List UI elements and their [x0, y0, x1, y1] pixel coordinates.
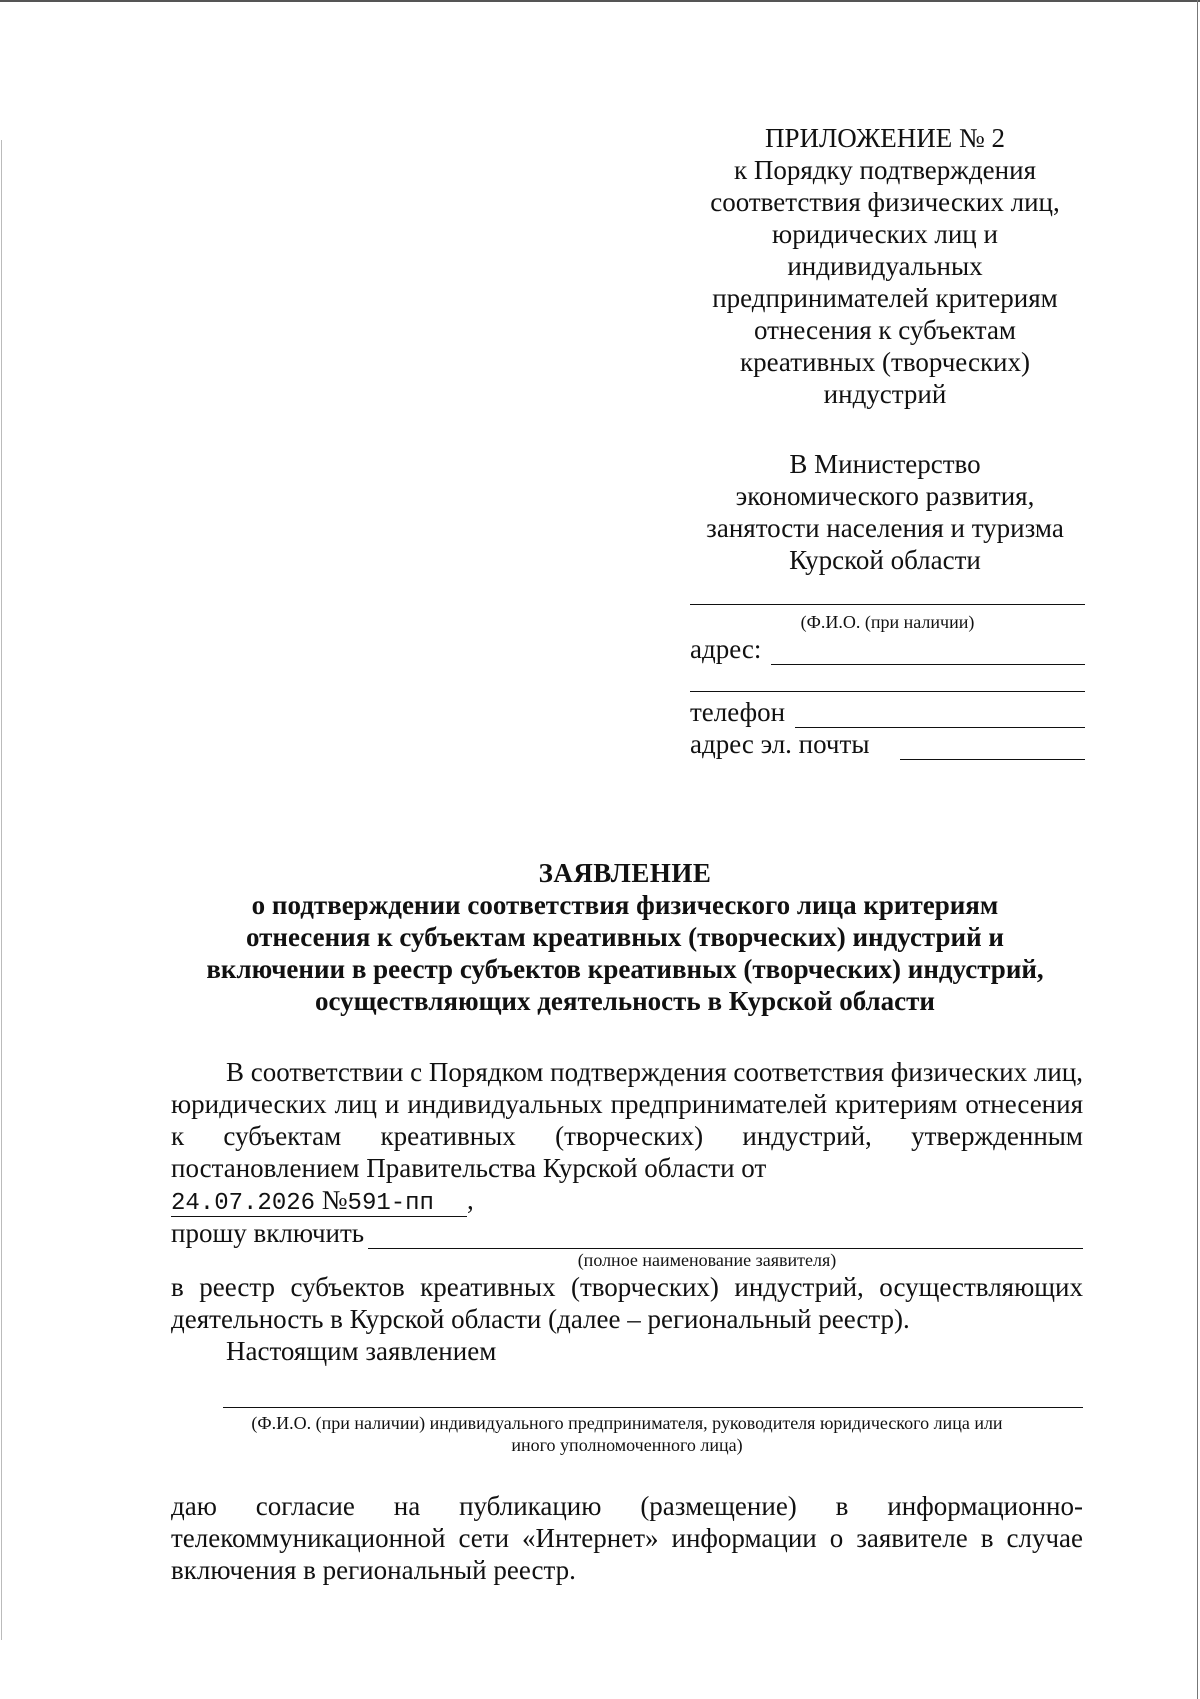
statement-subtitle-line: осуществляющих деятельность в Курской области — [315, 986, 935, 1016]
addressee-line: экономического развития, — [735, 481, 1035, 511]
decree-number: 591-пп — [347, 1190, 434, 1217]
addressee-line: занятости населения и туризма — [706, 513, 1064, 543]
decree-date-field[interactable] — [171, 1185, 467, 1217]
appendix-header — [680, 122, 1090, 410]
applicant-caption: (полное наименование заявителя) — [577, 1250, 837, 1270]
phone-blank-line[interactable] — [795, 703, 1085, 728]
email-row — [690, 728, 1085, 760]
scan-edge-right — [1197, 0, 1198, 1699]
appendix-line: ПРИЛОЖЕНИЕ № 2 — [764, 123, 1006, 153]
phone-label: телефон — [690, 697, 786, 727]
statement-subtitle-line: о подтверждении соответствия физического лица критериям — [251, 890, 999, 920]
statement-title: ЗАЯВЛЕНИЕ — [538, 858, 712, 888]
address-blank-line-2[interactable] — [690, 665, 1085, 692]
fio-caption: (Ф.И.О. (при наличии) — [800, 612, 975, 632]
decree-reference — [171, 1184, 1083, 1217]
appendix-line: юридических лиц и — [772, 219, 998, 249]
email-blank-line[interactable] — [900, 735, 1085, 760]
statement-subtitle-line: отнесения к субъектам креативных (творческих) индустрий и — [246, 922, 1004, 952]
addressee-line: В Министерство — [789, 449, 981, 479]
fio-blank-line[interactable] — [690, 598, 1085, 605]
appendix-line: отнесения к субъектам — [753, 315, 1017, 345]
request-row — [171, 1217, 1083, 1249]
paragraph-basis-text: В соответствии с Порядком подтверждения соответствия физических лиц, юридических лиц и индивидуальных предпринимателей критериям отнесения к субъектам креативных (творческих) индустрий, утвержденным постановлением Правительства Курской области от — [171, 1057, 1083, 1183]
appendix-line: соответствия физических лиц, — [710, 187, 1060, 217]
decree-comma: , — [466, 1185, 474, 1215]
appendix-line: креативных (творческих) — [739, 347, 1030, 377]
email-label: адрес эл. почты — [690, 729, 870, 759]
addressee-block — [680, 448, 1090, 576]
person-caption-line: (Ф.И.О. (при наличии) индивидуального предпринимателя, руководителя юридического лица или — [251, 1413, 1003, 1433]
addressee-line: Курской области — [789, 545, 981, 575]
person-caption-line: иного уполномоченного лица) — [511, 1435, 743, 1455]
appendix-line: к Порядку подтверждения — [734, 155, 1036, 185]
appendix-line: индустрий — [823, 379, 947, 409]
sender-block — [690, 598, 1085, 760]
scan-edge-top — [0, 0, 1200, 2]
appendix-line: предпринимателей критериям — [712, 283, 1058, 313]
paragraph-consent: даю согласие на публикацию (размещение) в информационно-телекоммуникационной сети «Интернет» информации о заявителе в случае включения в региональный реестр. — [171, 1491, 1083, 1585]
person-name-blank-line[interactable] — [223, 1367, 1083, 1408]
paragraph-registry: в реестр субъектов креативных (творческих) индустрий, осуществляющих деятельность в Курской области (далее – региональный реестр). — [171, 1272, 1083, 1334]
statement-subtitle-line: включении в реестр субъектов креативных (творческих) индустрий, — [206, 954, 1044, 984]
paragraph-basis — [171, 1056, 1083, 1184]
address-label: адрес: — [690, 634, 762, 664]
scan-edge-left — [1, 140, 2, 1640]
address-row — [690, 633, 1085, 665]
phone-row — [690, 696, 1085, 728]
applicant-name-blank-line[interactable] — [368, 1222, 1083, 1249]
address-blank-line[interactable] — [771, 640, 1085, 665]
paragraph-consent-intro: Настоящим заявлением — [226, 1336, 497, 1366]
statement-body — [171, 1056, 1083, 1586]
appendix-line: индивидуальных — [787, 251, 983, 281]
decree-date: 24.07.2026 — [171, 1190, 316, 1217]
statement-heading — [150, 857, 1100, 1017]
request-label: прошу включить — [171, 1218, 365, 1248]
decree-number-sign: № — [321, 1185, 348, 1215]
